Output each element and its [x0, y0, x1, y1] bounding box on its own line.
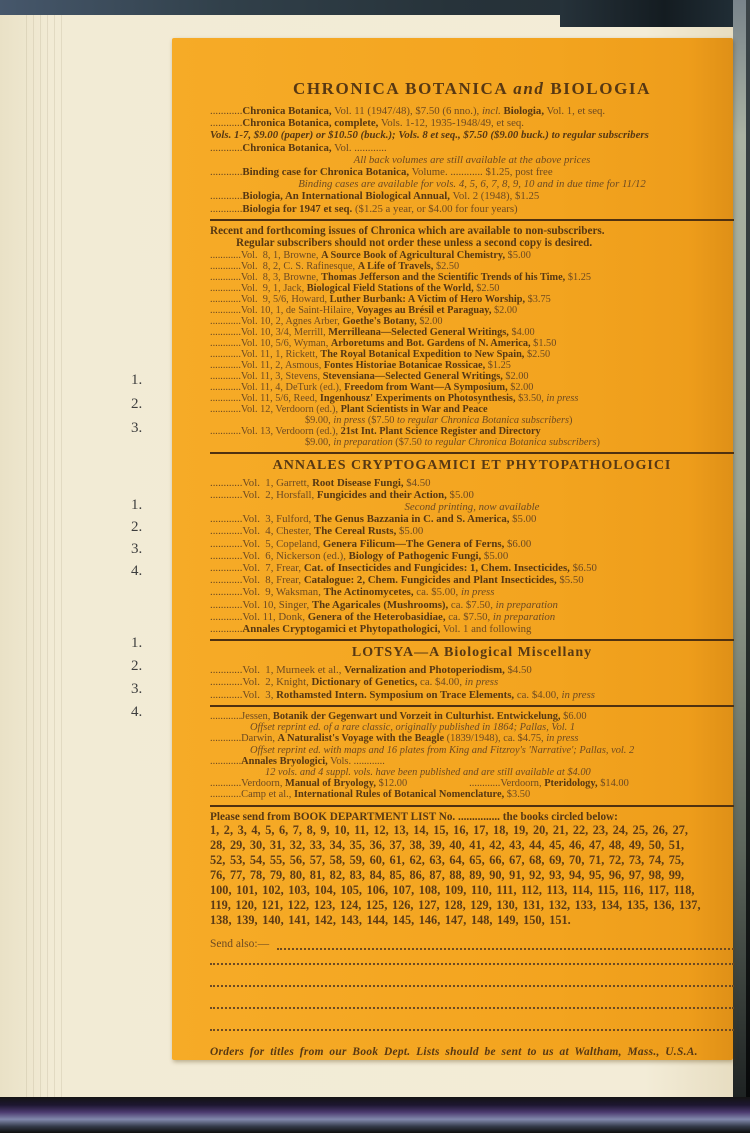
section-order: [210, 811, 734, 1059]
book-cover-bottom-edge: [0, 1097, 750, 1133]
text-segment: in press: [561, 688, 596, 701]
send-also-line: [210, 938, 734, 950]
text-segment: Fontes Historiae Botanicae Rossicae,: [323, 359, 486, 371]
text-segment: ca. $4.00,: [417, 676, 465, 689]
form-line: [210, 586, 734, 598]
text-segment: ............Vol. 9, 1, Jack,: [210, 282, 307, 294]
text-segment: ............Jessen,: [210, 710, 273, 722]
margin-number-group-1: [131, 372, 161, 444]
text-segment: to regular Chronica Botanica subscribers: [397, 414, 570, 426]
text-segment: ............Vol. 11, 1, Rickett,: [210, 348, 321, 360]
form-line: [210, 250, 734, 261]
form-line: [210, 190, 734, 202]
text-segment: Vols. 1-12, 1935-1948/49, et seq.: [378, 117, 525, 130]
text-segment: ............: [210, 755, 242, 767]
text-segment: $9.00,: [305, 436, 334, 448]
text-segment: ............Vol. 9, Waksman,: [210, 586, 324, 599]
text-segment: Freedom from Want—A Symposium,: [344, 381, 508, 393]
text-segment: ............Vol. 10, 5/6, Wyman,: [210, 337, 331, 349]
text-segment: Plant Scientists in War and Peace: [340, 403, 488, 415]
text-segment: ............: [210, 623, 243, 636]
margin-number: 4.: [131, 563, 143, 579]
text-segment: Vol. 1, et seq.: [544, 105, 606, 117]
form-line: [210, 789, 734, 800]
form-line: [210, 117, 734, 129]
form-line: [210, 623, 734, 635]
text-segment: Cat. of Insecticides and Fungicides: 1, Chem. Insecticides,: [303, 562, 570, 575]
text-segment: ............Vol. 7, Frear,: [210, 562, 304, 575]
text-segment: Rothamsted Intern. Symposium on Trace Elements,: [276, 688, 515, 701]
text-segment: ca. $7.50,: [448, 598, 496, 611]
text-segment: Stevensiana—Selected General Writings,: [322, 370, 503, 382]
text-segment: The Actinomycetes,: [323, 586, 414, 599]
text-segment: Pteridology,: [544, 778, 598, 790]
form-line: [210, 393, 734, 404]
form-line: [210, 349, 734, 360]
text-segment: ($7.50: [392, 436, 425, 448]
text-segment: $4.50: [504, 664, 532, 677]
text-segment: incl.: [481, 105, 504, 117]
text-segment: and: [513, 79, 545, 98]
circle-number-row: 138, 139, 140, 141, 142, 143, 144, 145, 146, 147, 148, 149, 150, 151.: [210, 912, 571, 927]
margin-number: 3.: [131, 541, 143, 557]
text-segment: Genera Filicum—The Genera of Ferns,: [322, 537, 505, 550]
text-segment: in press: [460, 586, 495, 599]
text-segment: Root Disease Fungi,: [312, 476, 404, 489]
text-segment: The Agaricales (Mushrooms),: [311, 598, 449, 611]
section-chronica: [210, 105, 734, 215]
text-segment: in press: [546, 392, 579, 404]
text-segment: Annales Cryptogamici et Phytopathologici,: [242, 623, 441, 636]
text-segment: $6.50: [569, 562, 597, 575]
form-line: [210, 689, 734, 701]
text-segment: ............Vol. 8, 3, Browne,: [210, 271, 322, 283]
write-in-line: [210, 950, 734, 965]
form-line: [210, 722, 734, 733]
text-segment: $6.00: [560, 710, 587, 722]
text-segment: Goethe's Botany,: [342, 315, 417, 327]
text-segment: ca. $4.00,: [514, 688, 562, 701]
text-segment: ............: [210, 105, 243, 117]
text-segment: $5.50: [556, 574, 584, 587]
text-segment: $4.50: [403, 476, 431, 489]
text-segment: ............Vol. 10, 2, Agnes Arber,: [210, 315, 343, 327]
form-line: [210, 305, 734, 316]
text-segment: Binding case for Chronica Botanica,: [242, 166, 410, 179]
margin-number: 2.: [131, 658, 143, 674]
circle-number-row: 1, 2, 3, 4, 5, 6, 7, 8, 9, 10, 11, 12, 13, 14, 15, 16, 17, 18, 19, 20, 21, 22, 23, 24, 25, 26, 27,: [210, 822, 688, 837]
text-segment: Offset reprint ed. with maps and 16 plates from King and Fitzroy's 'Narrative'; Pallas, vol. 2: [250, 744, 635, 756]
text-segment: Vols. 1-7, $9.00 (paper) or $10.50 (buck.); Vols. 8 et seq., $7.50 ($9.00 buck.) to regular subscribers: [210, 129, 649, 142]
section-title: [210, 645, 734, 661]
margin-number: 3.: [131, 681, 143, 697]
form-line: [210, 154, 734, 166]
text-segment: ............Vol. 10, 1, de Saint-Hilaire,: [210, 304, 357, 316]
text-segment: Orders for titles from our Book Dept. Lists should be sent to us at Waltham, Mass., U.S.A.: [210, 1045, 698, 1058]
form-line: [210, 513, 734, 525]
form-line: [210, 574, 734, 586]
text-segment: ............: [210, 166, 243, 179]
text-segment: Manual of Bryology,: [285, 778, 376, 790]
text-segment: ............Vol. 10, Singer,: [210, 598, 312, 611]
text-segment: Luther Burbank: A Victim of Hero Worship,: [329, 293, 526, 305]
form-line: [210, 767, 734, 778]
text-segment: Binding cases are available for vols. 4, 5, 6, 7, 8, 9, 10 and in due time for 11/12: [298, 178, 646, 191]
margin-number-group-2: [131, 497, 161, 585]
text-segment: ............Vol. 8, 2, C. S. Rafinesque,: [210, 260, 358, 272]
text-segment: ): [569, 414, 573, 426]
order-form-page: [172, 38, 733, 1060]
text-segment: $5.00: [509, 513, 537, 526]
text-segment: Thomas Jefferson and the Scientific Trends of his Time,: [321, 271, 566, 283]
page-fore-edge: [26, 15, 68, 1097]
text-segment: Vol. 1 and following: [440, 623, 532, 636]
form-line: [210, 316, 734, 327]
form-line: [210, 166, 734, 178]
text-segment: Biologia for 1947 et seq.: [242, 202, 353, 215]
text-segment: ............Darwin,: [210, 733, 278, 745]
text-segment: Recent and forthcoming issues of Chronica which are available to non-subscribers.: [210, 224, 605, 237]
text-segment: ............Vol. 11, 2, Asmous,: [210, 359, 324, 371]
text-segment: 21st Int. Plant Science Register and Directory: [340, 425, 541, 437]
section-misc: [210, 711, 734, 801]
text-segment: Vol. 11 (1947/48), $7.50 (6 nno.),: [331, 105, 482, 117]
text-segment: in press: [546, 733, 579, 745]
margin-number: 2.: [131, 519, 143, 535]
form-line: [210, 327, 734, 338]
text-segment: Regular subscribers should not order these unless a second copy is desired.: [236, 237, 593, 250]
text-segment: ............Vol. 5, Copeland,: [210, 537, 323, 550]
form-line: [210, 538, 734, 550]
text-segment: Vol. 2 (1948), $1.25: [449, 190, 540, 203]
text-segment: Please send from BOOK DEPARTMENT LIST No. ............... the books circled below:: [210, 810, 618, 823]
text-segment: ANNALES CRYPTOGAMICI ET PHYTOPATHOLOGICI: [272, 457, 672, 473]
form-line: [210, 338, 734, 349]
text-segment: Genera of the Heterobasidiae,: [307, 610, 446, 623]
text-segment: $3.50: [504, 789, 531, 801]
text-segment: $1.50: [530, 337, 557, 349]
form-line: [210, 550, 734, 562]
form-line: [210, 129, 734, 141]
text-segment: $2.50: [433, 260, 460, 272]
text-segment: The Cereal Rusts,: [314, 525, 397, 538]
form-line: [210, 664, 734, 676]
text-segment: A Naturalist's Voyage with the Beagle: [277, 733, 445, 745]
section-divider: [210, 452, 734, 454]
text-segment: ............Verdoorn,: [210, 778, 286, 790]
form-line: [210, 272, 734, 283]
text-segment: All back volumes are still available at the above prices: [353, 153, 591, 166]
text-segment: The Royal Botanical Expedition to New Spain,: [320, 348, 525, 360]
form-title: [210, 79, 734, 99]
text-segment: in preparation: [495, 598, 558, 611]
text-segment: $2.50: [473, 282, 500, 294]
send-also-label: Send also:—: [210, 937, 270, 950]
text-segment: Chronica Botanica,: [242, 141, 332, 154]
text-segment: $9.00,: [305, 414, 334, 426]
book-cover-top-right-edge: [560, 0, 750, 27]
text-segment: A Life of Travels,: [357, 260, 434, 272]
margin-number: 3.: [131, 420, 143, 436]
text-segment: LOTSYA—A Biological Miscellany: [351, 645, 593, 661]
text-segment: ............Vol. 11, Donk,: [210, 610, 308, 623]
text-segment: $2.50: [524, 348, 551, 360]
text-segment: The Genus Bazzania in C. and S. America,: [313, 513, 510, 526]
text-segment: Dictionary of Genetics,: [311, 676, 418, 689]
circle-number-row: 28, 29, 30, 31, 32, 33, 34, 35, 36, 37, 38, 39, 40, 41, 42, 43, 44, 45, 46, 47, 48, 49, 50, 51,: [210, 837, 685, 852]
text-segment: $3.75: [525, 293, 551, 305]
text-segment: ............Vol. 8, 1, Browne,: [210, 249, 322, 261]
text-segment: $2.00: [416, 315, 443, 327]
form-line: [210, 371, 734, 382]
order-form-content: [210, 38, 734, 1060]
margin-number: 1.: [131, 372, 143, 388]
text-segment: $1.25: [565, 271, 592, 283]
text-segment: ............Vol. 8, Frear,: [210, 574, 304, 587]
write-in-line: [210, 994, 734, 1009]
form-line: [210, 711, 734, 722]
text-segment: $14.00: [597, 778, 629, 790]
text-segment: A Source Book of Agricultural Chemistry,: [321, 249, 506, 261]
text-segment: (1839/1948), ca. $4.75,: [444, 733, 547, 745]
text-segment: $1.25: [485, 359, 511, 371]
text-segment: ): [596, 436, 600, 448]
text-segment: ............: [210, 141, 243, 154]
circle-number-row: 119, 120, 121, 122, 123, 124, 125, 126, 127, 128, 129, 130, 131, 132, 133, 134, 135, 136, 137,: [210, 897, 701, 912]
text-segment: ............Vol. 12, Verdoorn (ed.),: [210, 403, 341, 415]
text-segment: ............: [210, 117, 243, 130]
margin-number: 1.: [131, 635, 143, 651]
text-segment: Biological Field Stations of the World,: [306, 282, 474, 294]
text-segment: ............Vol. 3,: [210, 688, 277, 701]
form-line: [210, 404, 734, 415]
text-segment: Vols. ............: [327, 755, 385, 767]
text-segment: $2.00: [491, 304, 518, 316]
text-segment: ............Vol. 2, Horsfall,: [210, 488, 317, 501]
form-line: [210, 225, 734, 237]
write-in-line: [277, 938, 734, 950]
form-line: [210, 294, 734, 305]
form-line: [210, 283, 734, 294]
text-segment: ($7.50: [365, 414, 398, 426]
text-segment: $2.00: [502, 370, 529, 382]
text-segment: $5.00: [505, 249, 531, 261]
text-segment: ............Vol. 13, Verdoorn (ed.),: [210, 425, 341, 437]
section-divider: [210, 639, 734, 641]
text-segment: to regular Chronica Botanica subscribers: [424, 436, 597, 448]
section-title: [210, 458, 734, 474]
form-footer-note: [210, 1046, 734, 1058]
form-line: [210, 203, 734, 215]
form-line: [210, 178, 734, 190]
text-segment: $12.00: [375, 778, 408, 790]
circle-number-row: 52, 53, 54, 55, 56, 57, 58, 59, 60, 61, 62, 63, 64, 65, 66, 67, 68, 69, 70, 71, 72, 73, 74, 75,: [210, 852, 685, 867]
form-line: [210, 562, 734, 574]
text-segment: Biology of Pathogenic Fungi,: [348, 549, 482, 562]
form-line: [210, 611, 734, 623]
text-segment: $5.00: [481, 549, 509, 562]
write-in-line: [210, 1016, 734, 1031]
text-segment: ............Vol. 2, Knight,: [210, 676, 312, 689]
text-segment: ............Vol. 1, Garrett,: [210, 476, 313, 489]
text-segment: ............Vol. 6, Nickerson (ed.),: [210, 549, 349, 562]
form-line: [210, 811, 734, 823]
text-segment: $4.00: [508, 326, 535, 338]
text-segment: $5.00: [396, 525, 424, 538]
text-segment: in press: [333, 414, 366, 426]
section-lotsya: [210, 645, 734, 701]
form-line: [210, 477, 734, 489]
text-segment: Annales Bryologici,: [241, 755, 328, 767]
text-segment: ............: [210, 190, 243, 203]
text-segment: ............Vol. 4, Chester,: [210, 525, 315, 538]
circle-number-row: 76, 77, 78, 79, 80, 81, 82, 83, 84, 85, 86, 87, 88, 89, 90, 91, 92, 93, 94, 95, 96, 97, 98, 99,: [210, 867, 685, 882]
text-segment: BIOLOGIA: [544, 79, 651, 98]
text-segment: in preparation: [492, 610, 556, 623]
text-segment: Offset reprint ed. of a rare classic, originally published in 1864; Pallas, Vol. 1: [250, 722, 576, 734]
text-segment: Fungicides and their Action,: [316, 488, 447, 501]
text-segment: ............Vol. 11, 5/6, Reed,: [210, 392, 320, 404]
text-segment: ca. $5.00,: [413, 586, 461, 599]
text-segment: Catalogue: 2, Chem. Fungicides and Plant Insecticides,: [303, 574, 557, 587]
form-line: [210, 676, 734, 688]
text-segment: in press: [464, 676, 499, 689]
text-segment: Ingenhousz' Experiments on Photosynthesis,: [319, 392, 516, 404]
text-segment: Second printing, now available: [404, 501, 540, 514]
form-line: [210, 360, 734, 371]
section-annales: [210, 458, 734, 636]
form-line: [210, 733, 734, 744]
text-segment: ............Vol. 3, Fulford,: [210, 513, 314, 526]
text-segment: $2.00: [507, 381, 534, 393]
text-segment: Chronica Botanica, complete,: [242, 117, 379, 130]
form-line: [210, 756, 734, 767]
circle-number-row: 100, 101, 102, 103, 104, 105, 106, 107, 108, 109, 110, 111, 112, 113, 114, 115, 116, 117, 118,: [210, 882, 695, 897]
text-segment: Biologia, An International Biological Annual,: [242, 190, 450, 203]
margin-number: 4.: [131, 704, 143, 720]
text-segment: ............Vol. 10, 3/4, Merrill,: [210, 326, 329, 338]
form-line: [210, 142, 734, 154]
form-line: [210, 105, 734, 117]
text-segment: Vol. ............: [331, 141, 387, 154]
text-segment: Volume. ............ $1.25, post free: [409, 166, 553, 179]
margin-number: 1.: [131, 497, 143, 513]
form-line: [210, 489, 734, 501]
text-segment: $5.00: [446, 488, 474, 501]
text-segment: in preparation: [333, 436, 393, 448]
text-segment: Voyages au Brésil et Paraguay,: [356, 304, 492, 316]
text-segment: $6.00: [504, 537, 532, 550]
form-line: [210, 237, 734, 249]
text-segment: ($1.25 a year, or $4.00 for four years): [352, 202, 518, 215]
form-line: [210, 426, 734, 437]
form-line: [210, 261, 734, 272]
text-segment: Biologia,: [503, 105, 545, 117]
text-segment: ............Verdoorn,: [469, 778, 545, 790]
text-segment: International Rules of Botanical Nomenclature,: [293, 789, 505, 801]
text-segment: ............Vol. 11, 4, DeTurk (ed.),: [210, 381, 345, 393]
section-divider: [210, 805, 734, 807]
form-line: [210, 382, 734, 393]
book-cover-right-edge: [733, 0, 750, 1133]
margin-number-group-3: [131, 635, 161, 727]
text-segment: Chronica Botanica,: [242, 105, 332, 117]
form-line: [210, 525, 734, 537]
write-in-line: [210, 972, 734, 987]
text-segment: Vernalization and Photoperiodism,: [344, 664, 505, 677]
text-segment: ............Vol. 11, 3, Stevens,: [210, 370, 323, 382]
section-divider: [210, 705, 734, 707]
section-recent: [210, 225, 734, 448]
text-segment: CHRONICA BOTANICA: [292, 79, 514, 98]
text-segment: ............Vol. 9, 5/6, Howard,: [210, 293, 330, 305]
text-segment: ............Vol. 1, Murneek et al.,: [210, 664, 345, 677]
text-segment: ca. $7.50,: [445, 610, 493, 623]
form-line: [210, 437, 734, 448]
text-segment: 12 vols. and 4 suppl. vols. have been published and are still available at $4.00: [265, 766, 591, 778]
form-line: [210, 415, 734, 426]
text-segment: ............: [210, 202, 243, 215]
text-segment: ............Camp et al.,: [210, 789, 294, 801]
text-segment: Botanik der Gegenwart und Vorzeit in Culturhist. Entwickelung,: [272, 710, 561, 722]
form-line: [210, 778, 734, 789]
form-line: [210, 599, 734, 611]
margin-number: 2.: [131, 396, 143, 412]
form-line: [210, 745, 734, 756]
text-segment: Arboretums and Bot. Gardens of N. America,: [330, 337, 531, 349]
section-divider: [210, 219, 734, 221]
text-segment: Merrilleana—Selected General Writings,: [328, 326, 509, 338]
form-line: [210, 501, 734, 513]
text-segment: $3.50,: [515, 392, 547, 404]
